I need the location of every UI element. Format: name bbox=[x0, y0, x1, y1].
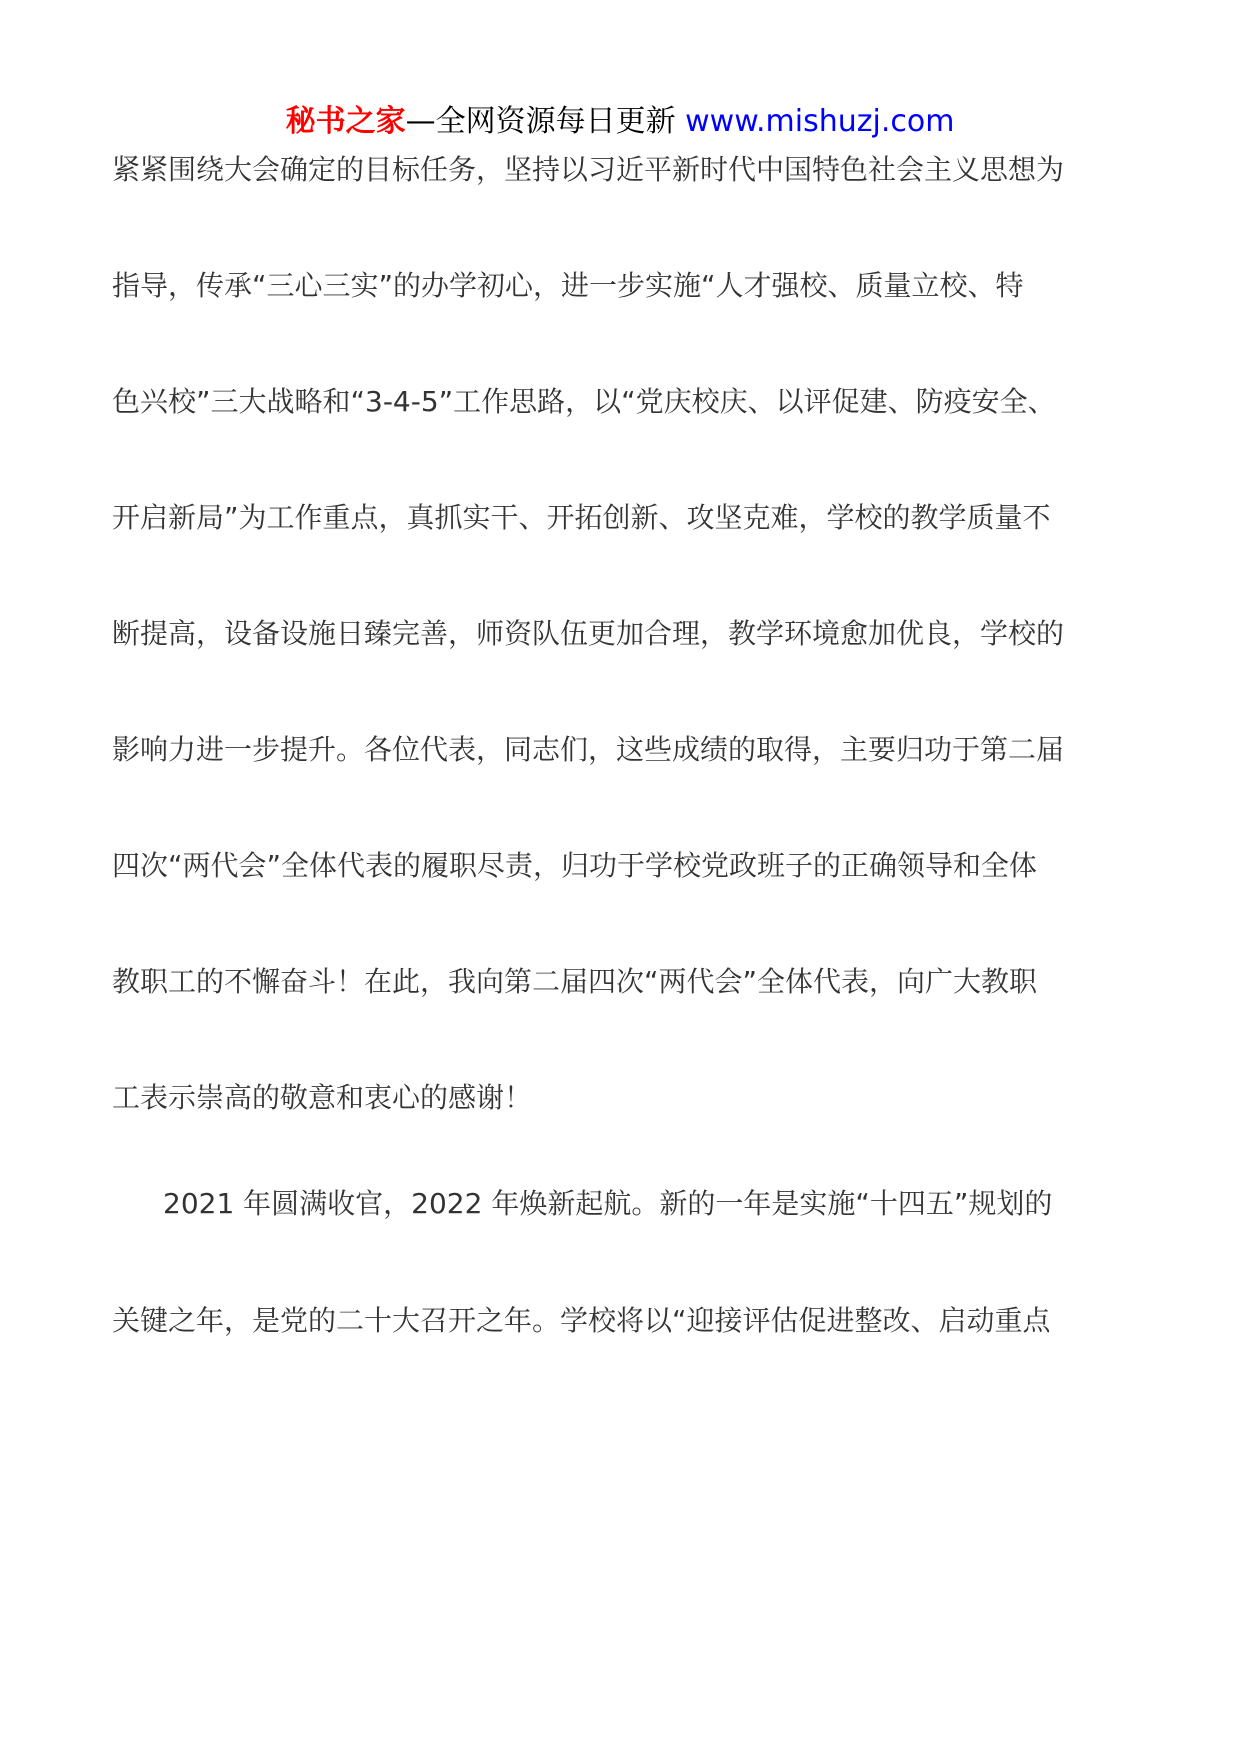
body-line-2: 指导，传承“三心三实”的办学初心，进一步实施“人才强校、质量立校、特 bbox=[112, 269, 1024, 302]
body-line-9: 工表示崇高的敬意和衷心的感谢！ bbox=[112, 1081, 533, 1114]
header-tagline: —全网资源每日更新 bbox=[405, 104, 686, 139]
body-line-11: 关键之年，是党的二十大召开之年。学校将以“迎接评估促进整改、启动重点 bbox=[112, 1304, 1051, 1337]
body-line-4: 开启新局”为工作重点，真抓实干、开拓创新、攻坚克难，学校的教学质量不 bbox=[112, 501, 1051, 534]
site-header bbox=[0, 100, 1240, 144]
brand-name: 秘书之家 bbox=[285, 104, 406, 139]
site-url-link[interactable]: www.mishuzj.com bbox=[685, 104, 955, 139]
body-line-3: 色兴校”三大战略和“3-4-5”工作思路，以“党庆校庆、以评促建、防疫安全、 bbox=[112, 385, 1056, 418]
body-line-7: 四次“两代会”全体代表的履职尽责，归功于学校党政班子的正确领导和全体 bbox=[112, 849, 1038, 882]
body-line-5: 断提高，设备设施日臻完善，师资队伍更加合理，教学环境愈加优良，学校的 bbox=[112, 617, 1065, 650]
body-line-6: 影响力进一步提升。各位代表，同志们，这些成绩的取得，主要归功于第二届 bbox=[112, 733, 1065, 766]
body-line-1: 紧紧围绕大会确定的目标任务，坚持以习近平新时代中国特色社会主义思想为 bbox=[112, 153, 1065, 186]
body-line-10: 2021 年圆满收官，2022 年焕新起航。新的一年是实施“十四五”规划的 bbox=[163, 1187, 1053, 1220]
body-line-8: 教职工的不懈奋斗！在此，我向第二届四次“两代会”全体代表，向广大教职 bbox=[112, 965, 1038, 998]
